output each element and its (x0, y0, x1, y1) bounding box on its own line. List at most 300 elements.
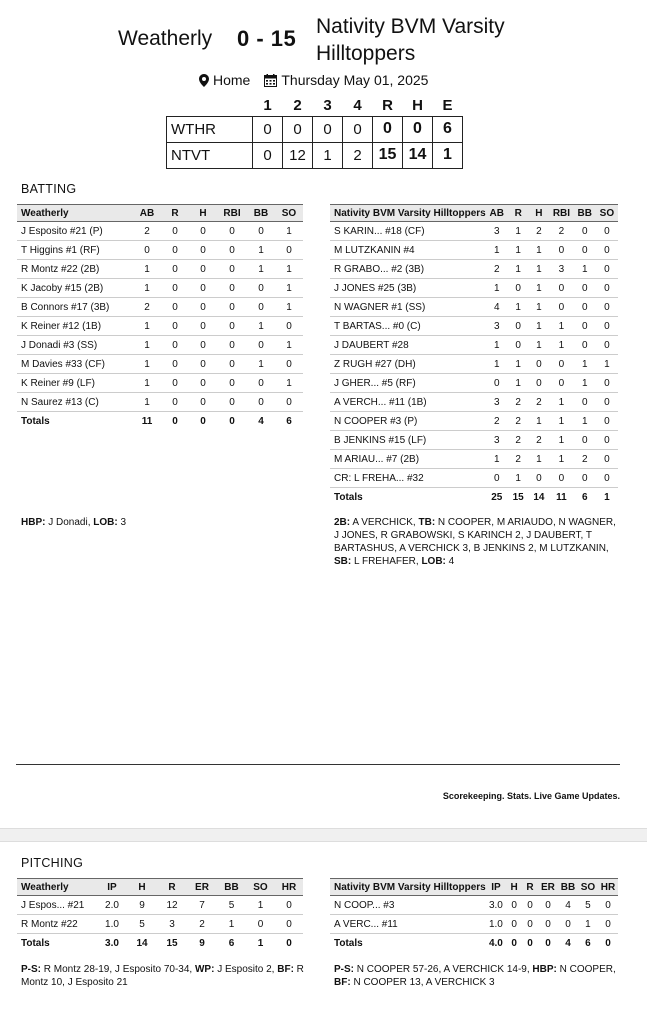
totals-label: Totals (21, 415, 50, 427)
stat-cell: 0 (189, 279, 217, 298)
stat-cell: 2 (508, 412, 529, 431)
total-cell: 11 (141, 415, 153, 427)
stat-cell: 0 (574, 222, 596, 241)
total-cell: 4.0 (488, 937, 503, 949)
player-name: T Higgins #1 (RF) (17, 241, 133, 260)
team-column-header: Nativity BVM Varsity Hilltoppers (330, 879, 486, 896)
stat-cell: 0 (598, 915, 618, 934)
stat-cell: 0 (217, 241, 247, 260)
player-name: J DAUBERT #28 (330, 336, 486, 355)
stat-cell: 1 (529, 336, 550, 355)
batting-section-title: BATTING (21, 182, 77, 196)
stat-cell: 0 (217, 355, 247, 374)
stat-cell: 1 (486, 336, 508, 355)
final-score: 0 - 15 (237, 26, 297, 51)
stat-cell: 1 (486, 241, 508, 260)
total-cell: 0 (527, 937, 533, 949)
player-row (17, 393, 303, 412)
hits-total: 14 (403, 142, 433, 168)
note-label: 2B: (334, 517, 351, 528)
stat-cell: 0 (522, 896, 538, 915)
stat-cell: 2 (508, 393, 529, 412)
stat-cell: 1 (578, 915, 598, 934)
stat-cell: 0 (275, 896, 303, 915)
player-name: K Jacoby #15 (2B) (17, 279, 133, 298)
stat-cell: 3 (157, 915, 187, 934)
player-name: A VERC... #11 (330, 915, 486, 934)
stat-cell: 0 (596, 469, 618, 488)
inning-score: 0 (343, 116, 373, 142)
stat-cell: 2 (508, 450, 529, 469)
player-row (330, 317, 618, 336)
stat-cell: 1 (246, 896, 275, 915)
note-text: N COOPER 57-26, A VERCHICK 14-9, (354, 964, 533, 975)
stat-cell: 1.0 (486, 915, 506, 934)
stat-cell: 1 (275, 298, 303, 317)
total-cell: 0 (286, 937, 292, 949)
stat-cell: 1 (549, 393, 573, 412)
hits-header: H (412, 97, 423, 115)
runs-total: 0 (373, 116, 403, 142)
stat-cell: 0 (161, 241, 189, 260)
stat-cell: 1 (247, 260, 275, 279)
line-score-header (167, 96, 463, 116)
inning-header: 3 (323, 97, 332, 115)
total-cell: 0 (229, 415, 235, 427)
stat-cell: 0 (596, 222, 618, 241)
stat-cell: 1 (529, 317, 550, 336)
stat-cell: 0 (189, 260, 217, 279)
player-row (17, 374, 303, 393)
stats-header-row (330, 205, 618, 222)
note-text: R Montz 28-19, J Esposito 70-34, (41, 964, 195, 975)
map-pin-icon (199, 74, 209, 87)
totals-row (330, 488, 618, 507)
batting-table-home (330, 204, 618, 507)
stat-cell: 0 (508, 279, 529, 298)
player-name: R Montz #22 (2B) (17, 260, 133, 279)
line-score-row-home (167, 142, 463, 168)
stat-cell: 2 (133, 222, 161, 241)
stat-cell: 9 (127, 896, 157, 915)
player-name: K Reiner #12 (1B) (17, 317, 133, 336)
team-abbrev: WTHR (167, 116, 253, 142)
stat-column-header: ER (538, 879, 558, 896)
stat-cell: 1 (275, 260, 303, 279)
stat-cell: 1 (508, 222, 529, 241)
stat-cell: 0 (596, 450, 618, 469)
total-cell: 1 (257, 937, 264, 949)
note-text: J Esposito 2, (214, 964, 278, 975)
stat-cell: 0 (529, 374, 550, 393)
stat-cell: 0 (574, 393, 596, 412)
note-text: 3 (117, 517, 127, 528)
stats-header-row (330, 879, 618, 896)
stat-cell: 4 (558, 896, 578, 915)
stat-cell: 5 (217, 896, 246, 915)
stats-header-row (17, 205, 303, 222)
pitching-table-away (17, 878, 303, 953)
stat-cell: 1 (486, 450, 508, 469)
stat-cell: 0 (574, 317, 596, 336)
player-row (17, 260, 303, 279)
stat-cell: 1 (549, 412, 573, 431)
pitching-notes-away (21, 963, 306, 989)
stat-cell: 1 (549, 450, 573, 469)
stat-cell: 1 (275, 279, 303, 298)
total-cell: 15 (512, 491, 524, 503)
total-cell: 25 (491, 491, 503, 503)
stat-cell: 0 (275, 393, 303, 412)
player-name: J Donadi #3 (SS) (17, 336, 133, 355)
total-cell: 6 (286, 415, 292, 427)
stat-column-header: RBI (217, 205, 247, 222)
note-label: HBP: (532, 964, 557, 975)
player-row (17, 336, 303, 355)
stat-cell: 1 (549, 336, 573, 355)
inning-header: 2 (293, 97, 302, 115)
stat-cell: 0 (549, 469, 573, 488)
total-cell: 14 (533, 491, 545, 503)
stat-cell: 0 (574, 431, 596, 450)
section-separator-band (0, 828, 647, 842)
stat-cell: 3.0 (486, 896, 506, 915)
note-text: J Donadi, (45, 517, 94, 528)
stat-cell: 2 (133, 298, 161, 317)
stat-cell: 3 (486, 222, 508, 241)
stat-column-header: R (161, 205, 189, 222)
player-name: A VERCH... #11 (1B) (330, 393, 486, 412)
player-row (330, 393, 618, 412)
player-row (17, 222, 303, 241)
stat-column-header: BB (247, 205, 275, 222)
stat-cell: 0 (574, 298, 596, 317)
stat-cell: 1 (508, 260, 529, 279)
player-name: R Montz #22 (17, 915, 97, 934)
total-cell: 0 (545, 937, 551, 949)
player-name: M LUTZKANIN #4 (330, 241, 486, 260)
stat-cell: 1 (529, 260, 550, 279)
stat-cell: 0 (598, 896, 618, 915)
stat-cell: 1 (508, 241, 529, 260)
stat-column-header: SO (578, 879, 598, 896)
stat-column-header: BB (558, 879, 578, 896)
stats-header-row (17, 879, 303, 896)
stat-cell: 1 (275, 374, 303, 393)
stat-cell: 0 (596, 431, 618, 450)
note-label: LOB: (421, 556, 446, 567)
stat-column-header: SO (596, 205, 618, 222)
stat-cell: 0 (217, 336, 247, 355)
stat-cell: 1 (529, 450, 550, 469)
stat-cell: 1 (508, 298, 529, 317)
note-text: N COOPER, (556, 964, 616, 975)
total-cell: 6 (228, 937, 235, 949)
player-row (17, 279, 303, 298)
note-label: WP: (194, 964, 215, 975)
player-row (330, 260, 618, 279)
total-cell: 1 (604, 491, 610, 503)
player-row (17, 896, 303, 915)
away-team-name: Weatherly (118, 27, 213, 50)
stat-cell: 2 (529, 222, 550, 241)
player-name: M ARIAU... #7 (2B) (330, 450, 486, 469)
stat-column-header: R (508, 205, 529, 222)
stat-cell: 0 (161, 393, 189, 412)
stat-cell: 0 (247, 222, 275, 241)
stat-column-header: BB (217, 879, 246, 896)
player-row (17, 317, 303, 336)
inning-score: 0 (283, 116, 313, 142)
stat-cell: 0 (246, 915, 275, 934)
player-name: T BARTAS... #0 (C) (330, 317, 486, 336)
stat-cell: 0 (161, 298, 189, 317)
player-row (330, 222, 618, 241)
player-row (17, 241, 303, 260)
stat-cell: 0 (596, 298, 618, 317)
stat-cell: 0 (161, 317, 189, 336)
team-column-header: Weatherly (17, 205, 133, 222)
stat-cell: 1 (133, 317, 161, 336)
total-cell: 14 (136, 937, 148, 949)
stat-cell: 0 (506, 896, 522, 915)
location-label: Home (213, 72, 251, 88)
player-row (330, 298, 618, 317)
stat-column-header: R (157, 879, 187, 896)
player-row (330, 241, 618, 260)
stat-cell: 0 (275, 317, 303, 336)
inning-score: 2 (343, 142, 373, 168)
stat-column-header: SO (246, 879, 275, 896)
stat-cell: 0 (596, 374, 618, 393)
total-cell: 11 (556, 491, 567, 503)
stat-cell: 0 (189, 241, 217, 260)
section-divider (16, 764, 620, 765)
total-cell: 4 (258, 415, 264, 427)
stat-column-header: HR (275, 879, 303, 896)
line-score-row-away (167, 116, 463, 142)
note-text: A VERCHICK, (350, 517, 419, 528)
stat-cell: 0 (217, 298, 247, 317)
stat-cell: 0 (596, 317, 618, 336)
stat-cell: 2 (529, 393, 550, 412)
stat-cell: 3 (486, 393, 508, 412)
stat-cell: 0 (558, 915, 578, 934)
stat-cell: 0 (506, 915, 522, 934)
player-row (330, 915, 618, 934)
stat-cell: 1 (596, 355, 618, 374)
player-row (330, 279, 618, 298)
stat-cell: 1 (133, 355, 161, 374)
player-row (330, 336, 618, 355)
stat-cell: 7 (187, 896, 217, 915)
stat-cell: 1 (574, 355, 596, 374)
stat-cell: 0 (596, 241, 618, 260)
stat-cell: 0 (247, 298, 275, 317)
player-name: J GHER... #5 (RF) (330, 374, 486, 393)
stat-cell: 1 (529, 412, 550, 431)
stat-cell: 0 (161, 374, 189, 393)
stat-cell: 1 (508, 355, 529, 374)
stat-cell: 0 (574, 336, 596, 355)
stat-cell: 1 (275, 336, 303, 355)
stat-cell: 0 (161, 279, 189, 298)
stat-cell: 0 (529, 355, 550, 374)
stat-column-header: SO (275, 205, 303, 222)
player-name: J Espos... #21 (17, 896, 97, 915)
stat-cell: 0 (217, 222, 247, 241)
player-row (330, 412, 618, 431)
stat-column-header: BB (574, 205, 596, 222)
inning-score: 1 (313, 142, 343, 168)
footer-tagline: Scorekeeping. Stats. Live Game Updates. (442, 791, 620, 801)
player-name: N Saurez #13 (C) (17, 393, 133, 412)
stat-cell: 1 (217, 915, 246, 934)
stat-cell: 1 (574, 412, 596, 431)
total-cell: 4 (565, 937, 571, 949)
stat-cell: 0 (596, 393, 618, 412)
totals-label: Totals (334, 937, 363, 949)
total-cell: 0 (511, 937, 517, 949)
stat-cell: 0 (275, 355, 303, 374)
stat-cell: 0 (247, 393, 275, 412)
stat-column-header: IP (486, 879, 506, 896)
stat-cell: 0 (596, 336, 618, 355)
stat-cell: 0 (538, 915, 558, 934)
stat-cell: 2 (187, 915, 217, 934)
stat-cell: 1 (247, 317, 275, 336)
stat-cell: 4 (486, 298, 508, 317)
note-label: BF: (277, 964, 294, 975)
player-name: R GRABO... #2 (3B) (330, 260, 486, 279)
player-name: J Esposito #21 (P) (17, 222, 133, 241)
totals-row (17, 934, 303, 953)
stat-column-header: ER (187, 879, 217, 896)
team-abbrev: NTVT (167, 142, 253, 168)
stat-cell: 0 (189, 336, 217, 355)
stat-column-header: H (189, 205, 217, 222)
stat-cell: 0 (133, 241, 161, 260)
inning-score: 0 (313, 116, 343, 142)
stat-cell: 5 (127, 915, 157, 934)
inning-header: 1 (263, 97, 272, 115)
stat-column-header: AB (133, 205, 161, 222)
stat-cell: 0 (549, 241, 573, 260)
batting-notes-home (334, 516, 619, 568)
note-label: BF: (334, 977, 351, 988)
stat-cell: 0 (161, 355, 189, 374)
errors-header: E (442, 97, 453, 115)
home-team-name: Nativity BVM Varsity Hilltoppers (316, 15, 505, 65)
stat-cell: 1 (529, 279, 550, 298)
stat-cell: 1.0 (97, 915, 127, 934)
note-text: R Montz 10, J Esposito 21 (21, 964, 304, 988)
total-cell: 15 (166, 937, 178, 949)
stat-cell: 0 (217, 393, 247, 412)
stat-cell: 0 (217, 317, 247, 336)
player-row (17, 298, 303, 317)
player-row (330, 355, 618, 374)
player-name: Z RUGH #27 (DH) (330, 355, 486, 374)
batting-table-away (17, 204, 303, 431)
stat-cell: 0 (549, 279, 573, 298)
inning-score: 12 (283, 142, 313, 168)
calendar-icon (264, 74, 277, 87)
stat-cell: 1 (529, 241, 550, 260)
stat-cell: 2 (486, 412, 508, 431)
stat-cell: 2 (574, 450, 596, 469)
total-cell: 6 (585, 937, 591, 949)
player-row (17, 355, 303, 374)
stat-cell: 2 (508, 431, 529, 450)
stat-cell: 1 (133, 260, 161, 279)
team-column-header: Weatherly (17, 879, 97, 896)
hits-total: 0 (403, 116, 433, 142)
totals-label: Totals (334, 491, 363, 503)
stat-cell: 0 (189, 393, 217, 412)
game-date: Thursday May 01, 2025 (281, 72, 429, 88)
stat-column-header: IP (97, 879, 127, 896)
total-cell: 3.0 (105, 937, 119, 949)
stat-cell: 0 (217, 260, 247, 279)
stat-cell: 0 (549, 355, 573, 374)
note-label: HBP: (21, 517, 46, 528)
stat-cell: 1 (275, 222, 303, 241)
stat-cell: 0 (574, 469, 596, 488)
player-name: S KARIN... #18 (CF) (330, 222, 486, 241)
stat-column-header: HR (598, 879, 618, 896)
note-label: LOB: (93, 517, 118, 528)
stat-cell: 2 (529, 431, 550, 450)
stat-cell: 1 (247, 355, 275, 374)
total-cell: 0 (172, 415, 178, 427)
stat-cell: 0 (217, 374, 247, 393)
pitching-table-home (330, 878, 618, 953)
stat-cell: 1 (133, 336, 161, 355)
player-row (330, 450, 618, 469)
player-name: J JONES #25 (3B) (330, 279, 486, 298)
note-text: L FREHAFER, (351, 556, 422, 567)
stat-cell: 2 (549, 222, 573, 241)
stat-cell: 0 (247, 279, 275, 298)
stat-cell: 3 (486, 317, 508, 336)
player-name: B Connors #17 (3B) (17, 298, 133, 317)
player-name: N WAGNER #1 (SS) (330, 298, 486, 317)
note-text: N COOPER, M ARIAUDO, N WAGNER, J JONES, R GRABOWSKI, S KARINCH 2, J DAUBERT, T BARTASHUS, A VERCHICK 3, B JENKINS 2, M LUTZKANIN, (334, 517, 616, 554)
total-cell: 0 (200, 415, 206, 427)
stat-cell: 0 (275, 241, 303, 260)
note-label: TB: (418, 517, 436, 528)
stat-cell: 1 (486, 355, 508, 374)
stat-cell: 0 (538, 896, 558, 915)
stat-cell: 2 (486, 260, 508, 279)
stat-cell: 0 (189, 298, 217, 317)
player-name: K Reiner #9 (LF) (17, 374, 133, 393)
stat-cell: 0 (161, 336, 189, 355)
stat-cell: 0 (508, 336, 529, 355)
player-row (17, 915, 303, 934)
stat-cell: 0 (529, 469, 550, 488)
stat-cell: 0 (189, 317, 217, 336)
pitching-notes-home (334, 963, 619, 989)
player-row (330, 896, 618, 915)
total-cell: 9 (199, 937, 205, 949)
stat-cell: 0 (247, 336, 275, 355)
player-row (330, 374, 618, 393)
stat-cell: 0 (486, 469, 508, 488)
game-meta (199, 72, 428, 88)
stat-column-header: R (522, 879, 538, 896)
